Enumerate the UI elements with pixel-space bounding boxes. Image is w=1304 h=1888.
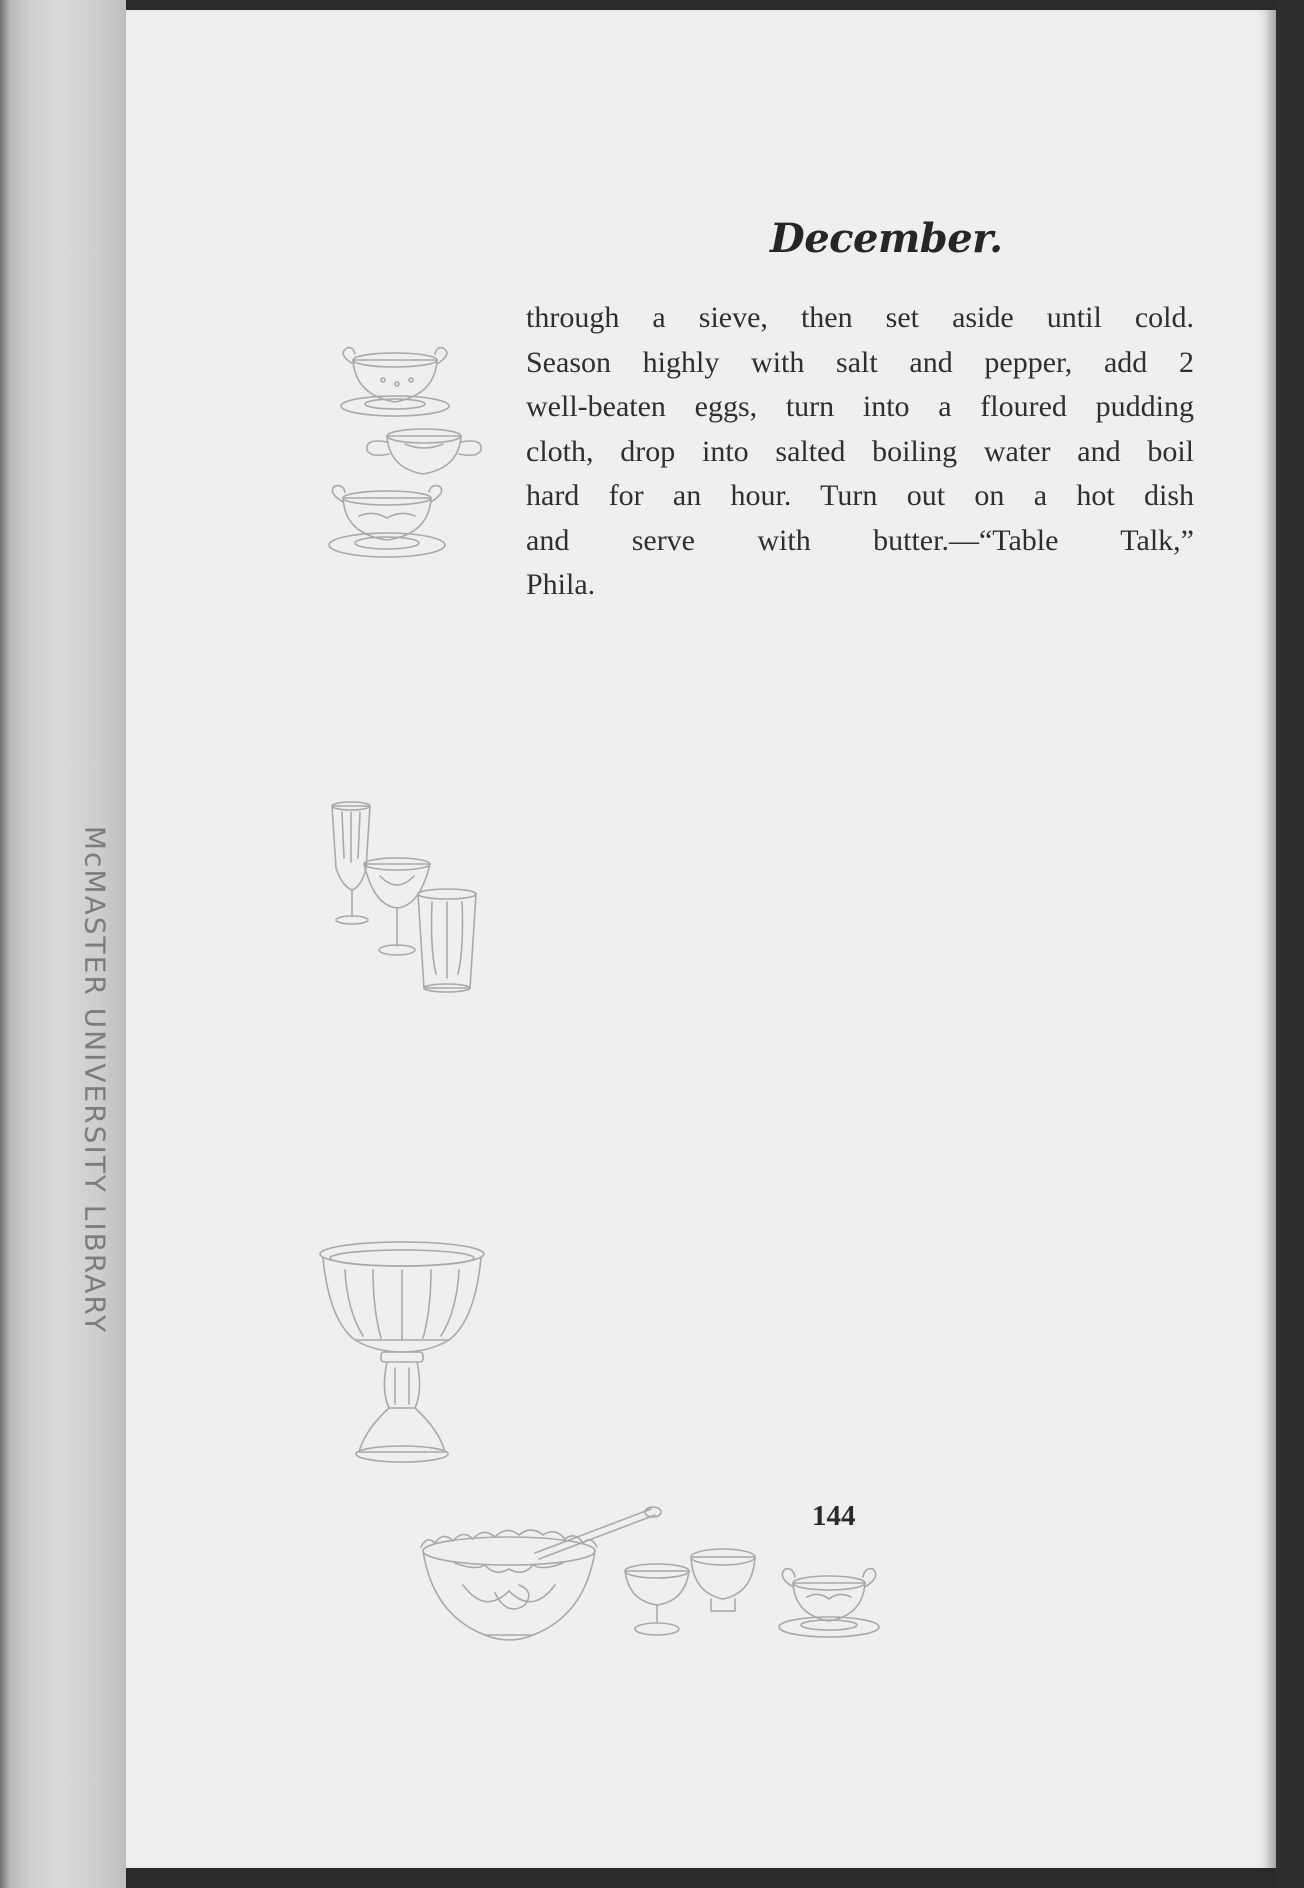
text-line: hard for an hour. Turn out on a hot dish <box>526 479 1194 512</box>
goblets-illustration <box>322 798 492 998</box>
text-line: Phila. <box>526 568 596 601</box>
text-line: Season highly with salt and pepper, add 2 <box>526 345 1194 379</box>
text-line: cloth, drop into salted boiling water and boil <box>526 434 1194 468</box>
recipe-text <box>526 296 1194 608</box>
page-number: 144 <box>812 1500 856 1532</box>
compote-illustration <box>315 1240 490 1472</box>
page-heading: December. <box>770 215 1003 262</box>
text-line: through a sieve, then set aside until cold. <box>526 301 1194 334</box>
text-line: well-beaten eggs, turn into a floured pudding <box>526 390 1194 423</box>
book-page-edges <box>0 0 126 1888</box>
text-line: and serve with butter.—“Table Talk,” <box>526 523 1194 557</box>
library-stamp: McMASTER UNIVERSITY LIBRARY <box>78 825 112 1335</box>
page-shadow-edge <box>1276 0 1304 1888</box>
cups-and-saucers-illustration <box>325 340 505 570</box>
punch-bowl-set-illustration <box>415 1505 915 1650</box>
